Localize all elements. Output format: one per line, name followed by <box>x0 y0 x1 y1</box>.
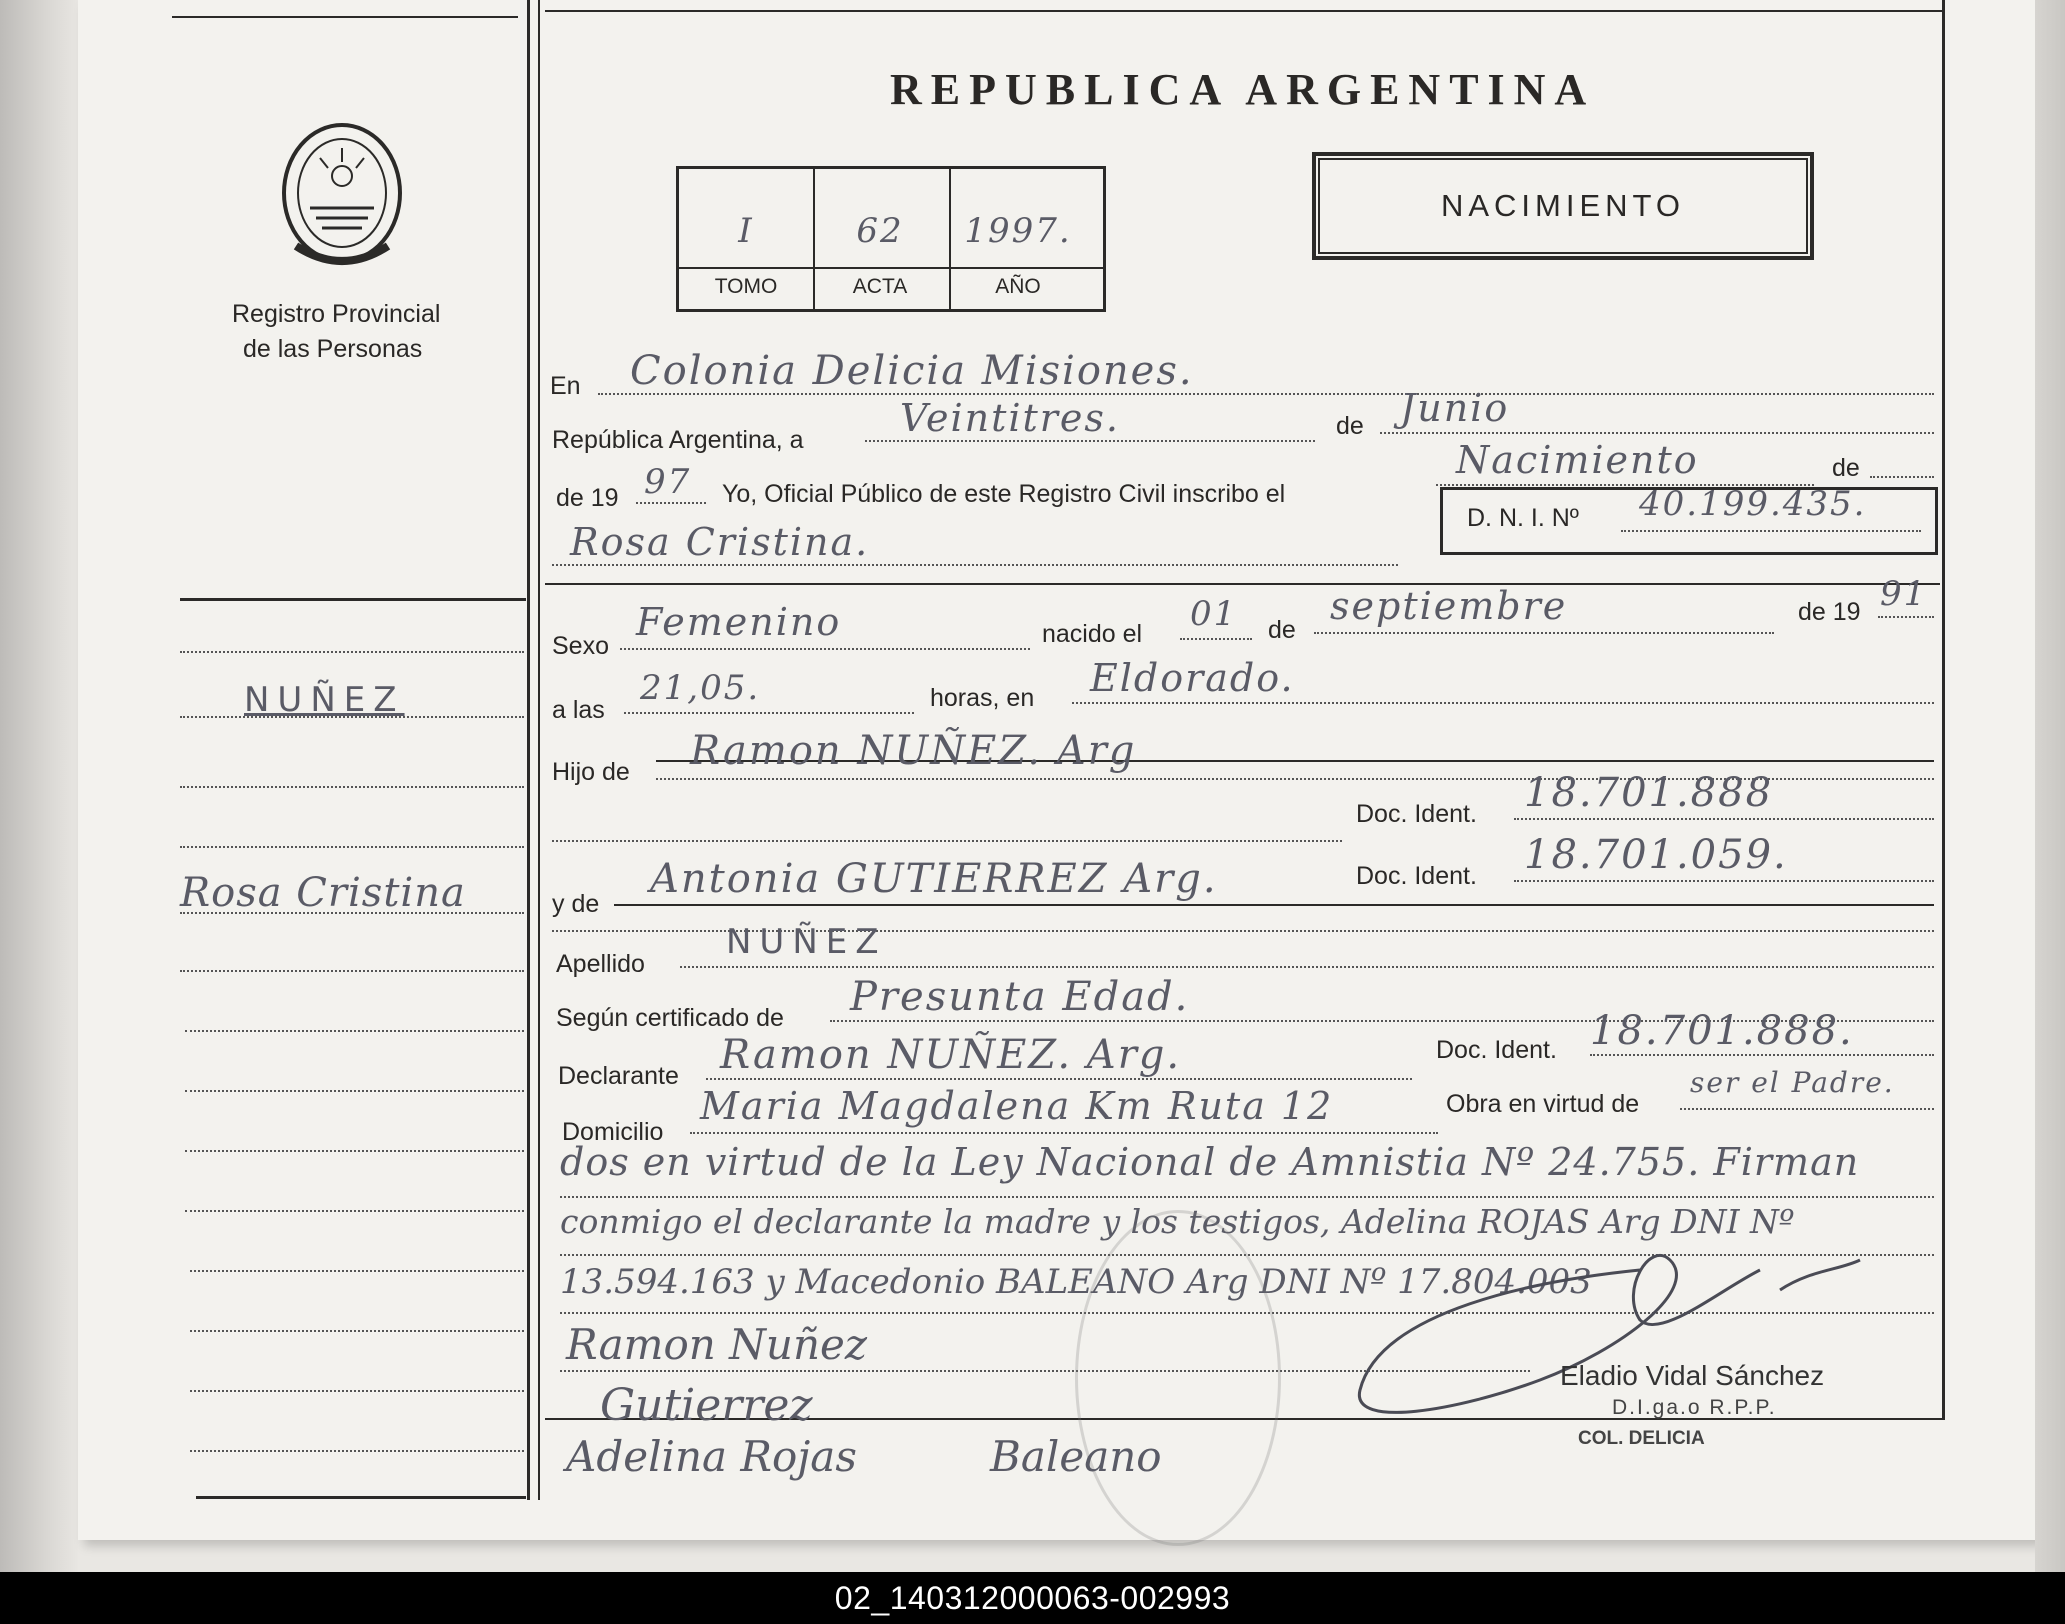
apellido-label: Apellido <box>556 950 645 978</box>
sexo-value: Femenino <box>636 600 842 644</box>
margin-line <box>190 1270 524 1272</box>
anio-label: AÑO <box>995 275 1041 298</box>
margin-line <box>180 651 524 653</box>
sexo-label: Sexo <box>552 632 609 660</box>
image-caption: 02_140312000063-002993 <box>0 1572 2065 1624</box>
declarante-label: Declarante <box>558 1062 679 1090</box>
en-value: Colonia Delicia Misiones. <box>630 348 1194 394</box>
margin-given-names: Rosa Cristina <box>180 870 466 916</box>
domicilio-label: Domicilio <box>562 1118 664 1146</box>
margin-line <box>185 1090 524 1092</box>
margin-line <box>180 846 524 848</box>
page-edge <box>2035 0 2065 1572</box>
firma-testigo-1: Adelina Rojas <box>566 1432 857 1481</box>
alas-label: a las <box>552 696 605 724</box>
declarante-doc-label: Doc. Ident. <box>1436 1036 1557 1064</box>
left-top-rule <box>172 16 518 18</box>
anio-value: 1997. <box>964 211 1072 251</box>
acta-reference-box <box>676 166 1106 312</box>
margin-line <box>185 1030 524 1032</box>
domicilio-value: Maria Magdalena Km Ruta 12 <box>700 1084 1334 1128</box>
oficial-cargo: D.I.ga.o R.P.P. <box>1612 1396 1777 1419</box>
madre-value: Antonia GUTIERREZ Arg. <box>650 856 1218 902</box>
section-rule <box>545 583 1940 585</box>
tomo-label: TOMO <box>714 275 778 298</box>
official-stamp <box>1075 1210 1281 1546</box>
de-label: de <box>1336 412 1364 440</box>
obra-value: ser el Padre. <box>1690 1066 1895 1099</box>
left-frame-line <box>527 0 530 1500</box>
dni-label: D. N. I. Nº <box>1467 504 1579 532</box>
oficial-nombre: Eladio Vidal Sánchez <box>1560 1360 1825 1391</box>
texto-linea-3: 13.594.163 y Macedonio BALEANO Arg DNI Nº 17.804.003 <box>560 1262 1592 1302</box>
de-label-3: de <box>1268 616 1296 644</box>
margin-line <box>180 970 524 972</box>
padre-doc: 18.701.888 <box>1524 770 1774 816</box>
hijo-label: Hijo de <box>552 758 630 786</box>
tomo-value: I <box>738 211 754 251</box>
dni-value: 40.199.435. <box>1639 484 1867 524</box>
oficial-lugar: COL. DELICIA <box>1578 1428 1705 1449</box>
madre-doc: 18.701.059. <box>1524 832 1788 878</box>
top-rule <box>545 10 1945 12</box>
book-spine <box>0 0 78 1572</box>
record-type: NACIMIENTO <box>1440 188 1686 223</box>
margin-line <box>190 1390 524 1392</box>
mes-value: Junio <box>1400 386 1510 430</box>
nacido-label: nacido el <box>1042 620 1143 648</box>
misiones-coat-of-arms-icon <box>276 118 408 268</box>
obra-label: Obra en virtud de <box>1446 1090 1640 1118</box>
nacido-dia: 01 <box>1190 594 1238 634</box>
padre-doc-label: Doc. Ident. <box>1356 800 1477 828</box>
declarante-doc: 18.701.888. <box>1590 1008 1854 1054</box>
padre-value: Ramon NUÑEZ. Arg <box>690 728 1137 774</box>
anio-inscripcion: 97 <box>644 462 692 502</box>
lugar-value: Eldorado. <box>1090 656 1295 700</box>
firma-declarante: Ramon Nuñez <box>566 1320 867 1369</box>
apellido-value: NUÑEZ <box>726 922 887 962</box>
left-bottom-rule <box>196 1496 526 1499</box>
nacido-anio: 91 <box>1880 574 1928 614</box>
margin-line <box>190 1450 524 1452</box>
en-label: En <box>550 372 581 400</box>
de-label-2: de <box>1832 454 1860 482</box>
document-title: REPUBLICA ARGENTINA <box>890 65 1596 114</box>
margin-line <box>185 1210 524 1212</box>
acta-value: 62 <box>856 211 904 251</box>
segun-value: Presunta Edad. <box>850 974 1190 1020</box>
declarante-value: Ramon NUÑEZ. Arg. <box>720 1032 1182 1078</box>
firma-madre: Gutierrez <box>600 1380 813 1431</box>
registro-line-1: Registro Provincial <box>232 300 441 328</box>
dni-box <box>1440 484 1938 555</box>
texto-linea-1: dos en virtud de la Ley Nacional de Amnistia Nº 24.755. Firman <box>560 1140 1860 1184</box>
de19-label: de 19 <box>556 484 619 512</box>
nombre-value: Rosa Cristina. <box>570 520 870 564</box>
margin-line <box>180 786 524 788</box>
right-frame-line <box>1942 0 1945 1420</box>
left-section-rule <box>180 598 526 601</box>
yo-label: Yo, Oficial Público de este Registro Civil inscribo el <box>722 480 1286 508</box>
acta-label: ACTA <box>852 275 908 298</box>
nacido-mes: septiembre <box>1330 584 1568 628</box>
hora-value: 21,05. <box>640 668 761 708</box>
firma-testigo-2: Baleano <box>990 1432 1162 1481</box>
segun-label: Según certificado de <box>556 1004 784 1032</box>
texto-linea-2: conmigo el declarante la madre y los testigos, Adelina ROJAS Arg DNI Nº <box>560 1202 1795 1241</box>
margin-line <box>185 1150 524 1152</box>
margin-surname: NUÑEZ <box>244 680 405 720</box>
yde-label: y de <box>552 890 600 918</box>
de19-label-2: de 19 <box>1798 598 1861 626</box>
left-frame-line-2 <box>538 0 540 1500</box>
margin-line <box>190 1330 524 1332</box>
record-type-box <box>1312 152 1814 260</box>
registro-line-2: de las Personas <box>243 335 423 363</box>
horas-label: horas, en <box>930 684 1035 712</box>
madre-doc-label: Doc. Ident. <box>1356 862 1477 890</box>
republica-label: República Argentina, a <box>552 426 804 454</box>
inscribo-value: Nacimiento <box>1456 438 1699 482</box>
dia-value: Veintitres. <box>900 396 1120 440</box>
